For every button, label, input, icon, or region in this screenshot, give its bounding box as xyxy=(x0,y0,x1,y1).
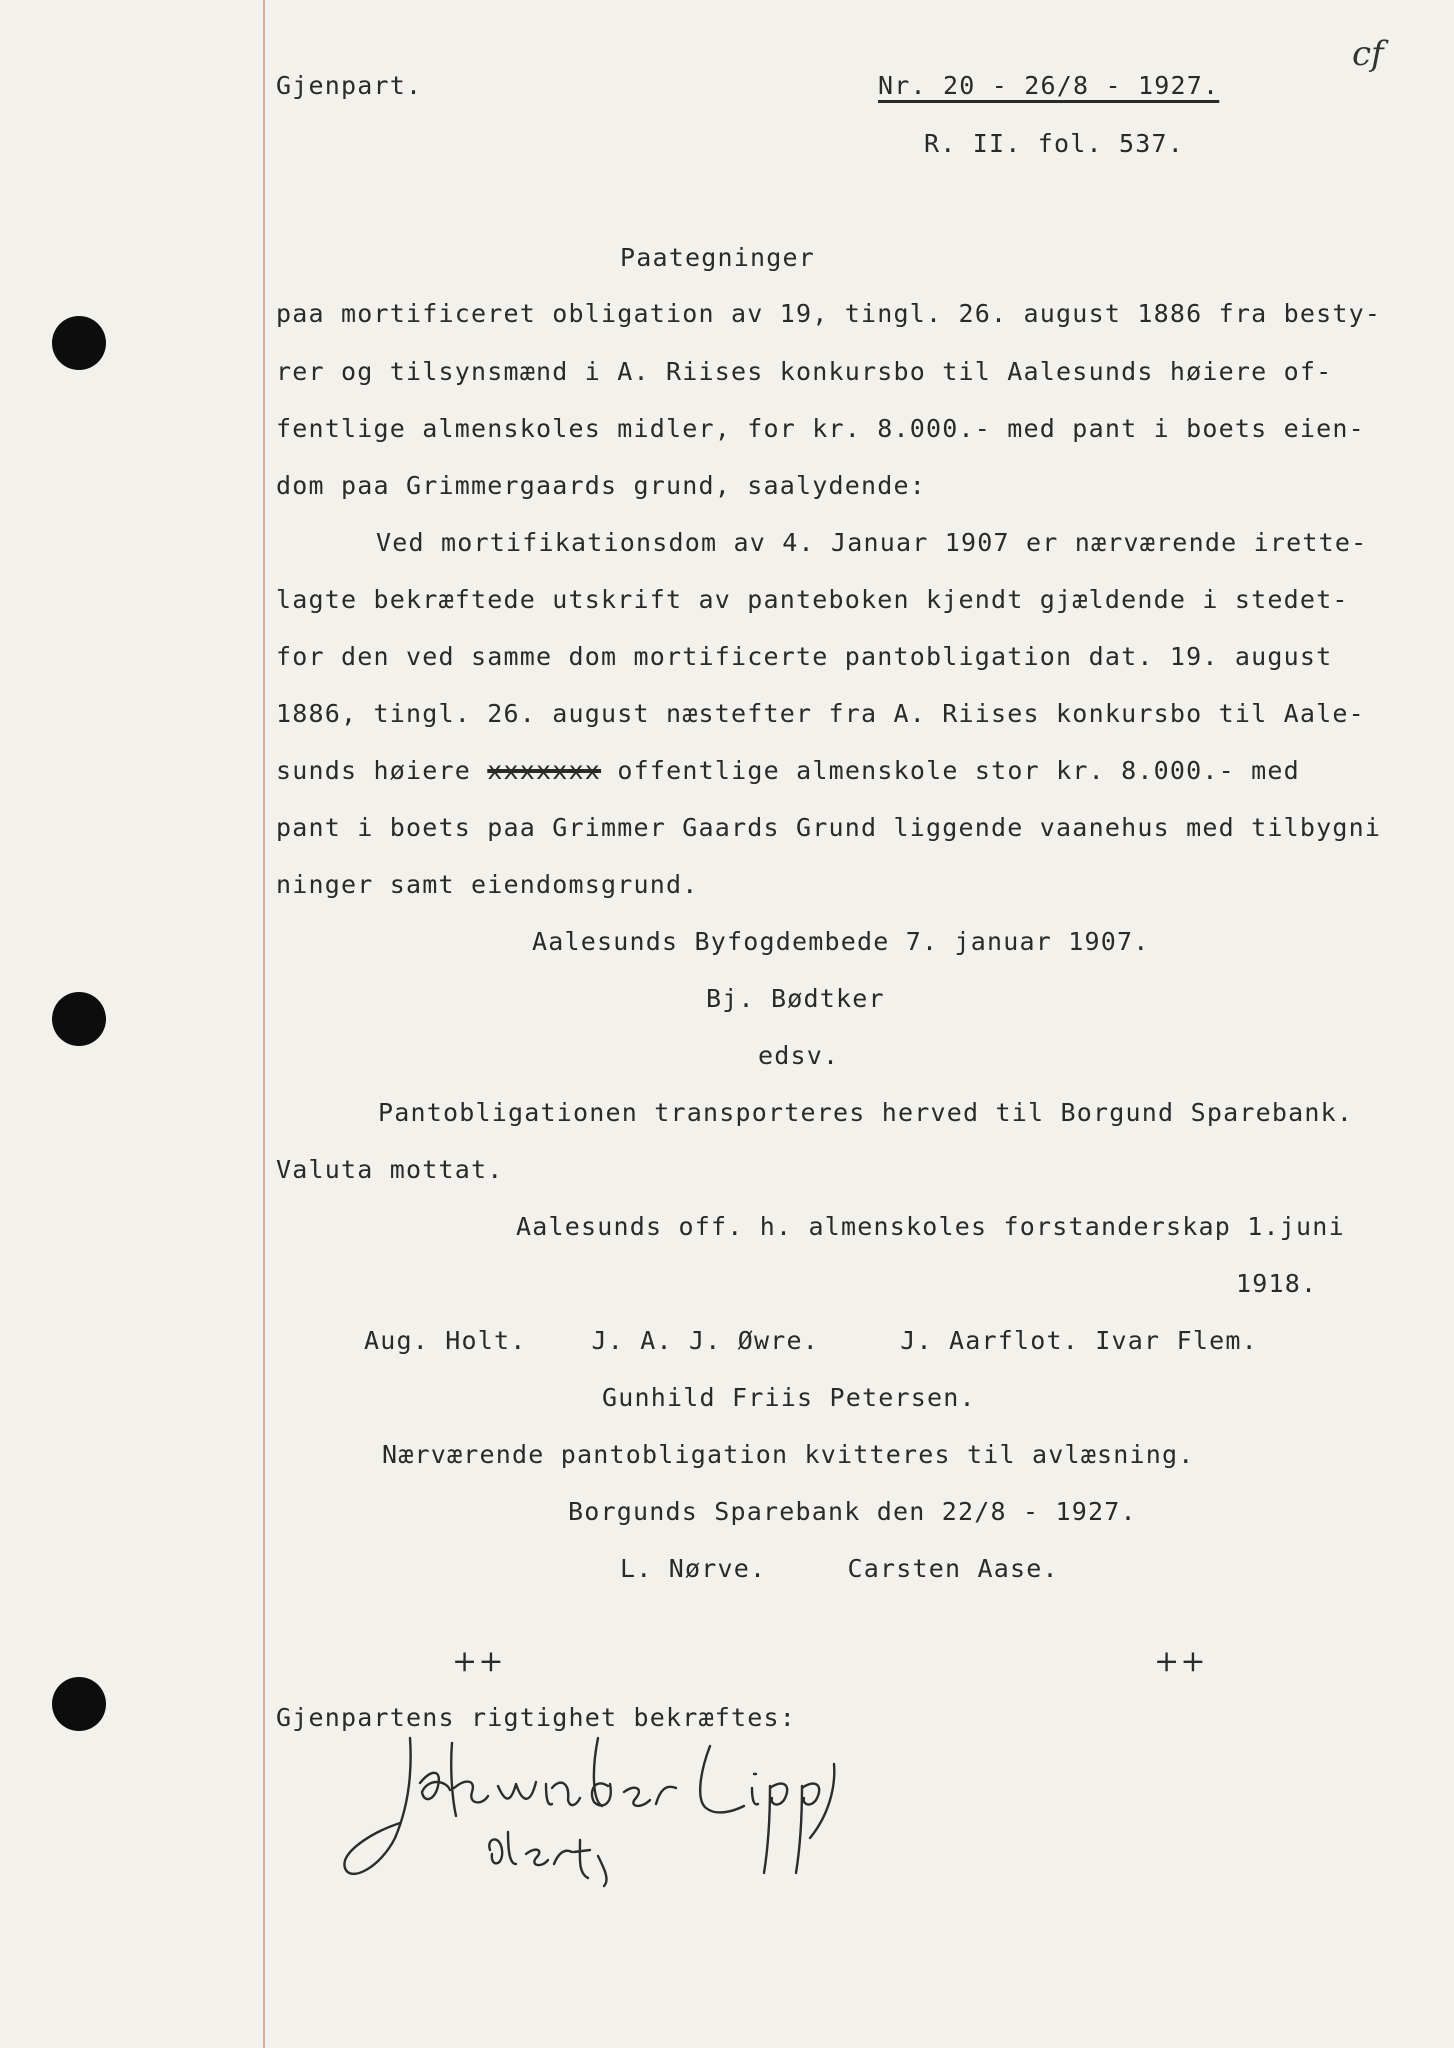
handwritten-signature xyxy=(340,1708,880,1898)
valuta-text: Valuta mottat. xyxy=(276,1155,504,1184)
body-line: pant i boets paa Grimmer Gaards Grund liggende vaanehus med tilbygni xyxy=(276,813,1382,842)
document-number-date: Nr. 20 - 26/8 - 1927. xyxy=(878,71,1220,100)
transfer-text: Pantobligationen transporteres herved til Borgund Sparebank. xyxy=(378,1098,1354,1127)
body-line: 1886, tingl. 26. august næstefter fra A. Riises konkursbo til Aale- xyxy=(276,699,1365,728)
body-line: ninger samt eiendomsgrund. xyxy=(276,870,699,899)
board-year: 1918. xyxy=(1236,1269,1318,1298)
register-reference: R. II. fol. 537. xyxy=(924,129,1185,158)
certification-text: Gjenpartens rigtighet bekræftes: xyxy=(276,1703,797,1732)
heading: Paategninger xyxy=(620,243,816,272)
mark-right: ++ xyxy=(1154,1644,1207,1679)
body-line: lagte bekræftede utskrift av panteboken kjendt gjældende i stedet- xyxy=(276,585,1349,614)
board-signers: Aug. Holt. J. A. J. Øwre. J. Aarflot. Ivar Flem. xyxy=(364,1326,1258,1355)
court-place-date: Aalesunds Byfogdembede 7. januar 1907. xyxy=(532,927,1150,956)
struck-text: xxxxxxx xyxy=(487,756,602,785)
court-signer: Bj. Bødtker xyxy=(706,984,885,1013)
intro-line: paa mortificeret obligation av 19, tingl. 26. august 1886 fra besty- xyxy=(276,299,1382,328)
intro-line: rer og tilsynsmænd i A. Riises konkursbo til Aalesunds høiere of- xyxy=(276,357,1333,386)
copy-label: Gjenpart. xyxy=(276,71,423,100)
punch-hole-middle xyxy=(52,992,106,1046)
punch-hole-bottom xyxy=(52,1677,106,1731)
body-line xyxy=(276,755,1300,787)
punch-hole-top xyxy=(52,316,106,370)
intro-line: fentlige almenskoles midler, for kr. 8.000.- med pant i boets eien- xyxy=(276,414,1365,443)
intro-line: dom paa Grimmergaards grund, saalydende: xyxy=(276,471,927,500)
red-margin-line xyxy=(263,0,265,2048)
board-line: Aalesunds off. h. almenskoles forstanderskap 1.juni xyxy=(516,1212,1345,1241)
body-line-start: sunds høiere xyxy=(276,756,472,785)
body-line: Ved mortifikationsdom av 4. Januar 1907 er nærværende irette- xyxy=(376,528,1368,557)
release-bank-date: Borgunds Sparebank den 22/8 - 1927. xyxy=(568,1497,1137,1526)
release-text: Nærværende pantobligation kvitteres til avlæsning. xyxy=(382,1440,1195,1469)
sworn-mark: edsv. xyxy=(758,1041,840,1070)
release-signers: L. Nørve. Carsten Aase. xyxy=(620,1554,1059,1583)
board-signer-last: Gunhild Friis Petersen. xyxy=(602,1383,976,1412)
body-line-end: offentlige almenskole stor kr. 8.000.- med xyxy=(617,756,1300,785)
mark-left: ++ xyxy=(452,1644,505,1679)
corner-mark: cf xyxy=(1352,34,1384,74)
body-line: for den ved samme dom mortificerte pantobligation dat. 19. august xyxy=(276,642,1333,671)
